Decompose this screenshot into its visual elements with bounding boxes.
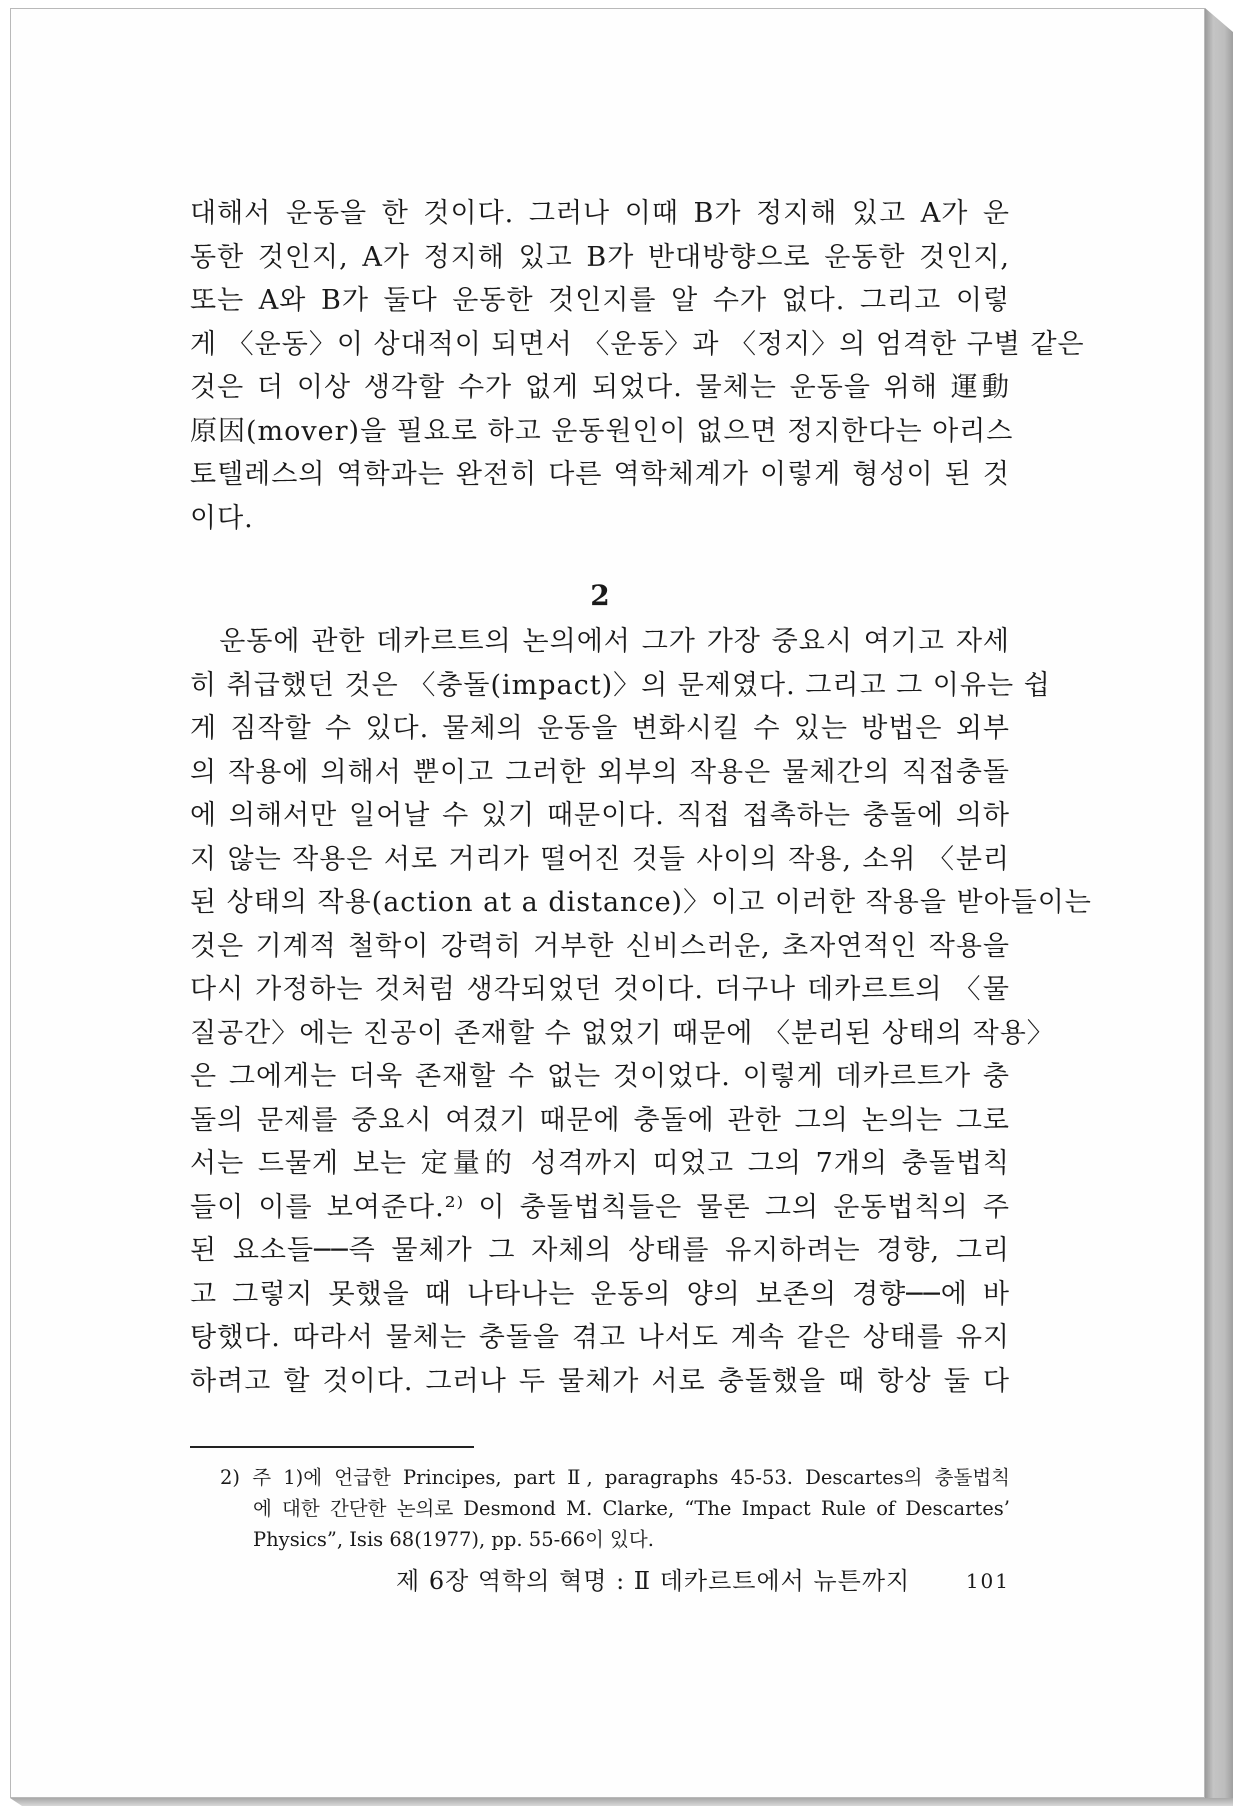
text-line: 것은 기계적 철학이 강력히 거부한 신비스러운, 초자연적인 작용을 [190, 930, 1010, 962]
text-line: 서는 드물게 보는 定量的 성격까지 띠었고 그의 7개의 충돌법칙 [190, 1148, 1010, 1179]
text-line: 히 취급했던 것은 〈충돌(impact)〉의 문제였다. 그리고 그 이유는 쉽 [190, 669, 1051, 701]
section-number: 2 [590, 579, 610, 612]
footnote-line: Physics”, Isis 68(1977), pp. 55-66이 있다. [253, 1528, 654, 1551]
text-line: 原因(mover)을 필요로 하고 운동원인이 없으면 정지한다는 아리스 [190, 415, 1014, 447]
text-line: 또는 A와 B가 둘다 운동한 것인지를 알 수가 없다. 그리고 이렇 [190, 285, 1010, 316]
footnote-rule [190, 1446, 474, 1448]
text-line: 하려고 할 것이다. 그러나 두 물체가 서로 충돌했을 때 항상 둘 다 [190, 1365, 1010, 1397]
text-line: 에 의해서만 일어날 수 있기 때문이다. 직접 접촉하는 충돌에 의하 [190, 800, 1010, 831]
text-line: 게 짐작할 수 있다. 물체의 운동을 변화시킬 수 있는 방법은 외부 [190, 713, 1010, 744]
text-line: 것은 더 이상 생각할 수가 없게 되었다. 물체는 운동을 위해 運動 [190, 372, 1010, 403]
text-line: 은 그에게는 더욱 존재할 수 없는 것이었다. 이렇게 데카르트가 충 [190, 1061, 1010, 1092]
footnote-line: 에 대한 간단한 논의로 Desmond M. Clarke, “The Impact Rule of Descartes’ [253, 1497, 1010, 1520]
top-paragraph [190, 192, 1085, 540]
text-line: 토텔레스의 역학과는 완전히 다른 역학체계가 이렇게 형성이 된 것 [190, 459, 1010, 490]
page-edge-bottom [10, 1798, 1233, 1806]
text-line: 고 그렇지 못했을 때 나타나는 운동의 양의 보존의 경향──에 바 [190, 1278, 1010, 1310]
page-edge-right [1205, 8, 1233, 1798]
text-line: 대해서 운동을 한 것이다. 그러나 이때 B가 정지해 있고 A가 운 [190, 198, 1010, 229]
text-line: 지 않는 작용은 서로 거리가 떨어진 것들 사이의 작용, 소위 〈분리 [190, 843, 1010, 875]
page-number: 101 [965, 1569, 1010, 1593]
text-line: 의 작용에 의해서 뿐이고 그러한 외부의 작용은 물체간의 직접충돌 [190, 756, 1010, 788]
footnote-line: 2) 주 1)에 언급한 Principes, part Ⅱ, paragraphs 45-53. Descartes의 충돌법칙 [220, 1466, 1010, 1489]
text-line: 질공간〉에는 진공이 존재할 수 없었기 때문에 〈분리된 상태의 작용〉 [190, 1017, 1055, 1049]
text-line: 게 〈운동〉이 상대적이 되면서 〈운동〉과 〈정지〉의 엄격한 구별 같은 [190, 328, 1085, 360]
text-line: 이다. [190, 502, 254, 534]
text-line: 다시 가정하는 것처럼 생각되었던 것이다. 더구나 데카르트의 〈물 [190, 974, 1010, 1005]
text-line: 동한 것인지, A가 정지해 있고 B가 반대방향으로 운동한 것인지, [190, 241, 1010, 273]
text-line: 들이 이를 보여준다.²⁾ 이 충돌법칙들은 물론 그의 운동법칙의 주 [190, 1191, 1010, 1223]
chapter-title: 제 6장 역학의 혁명 : Ⅱ 데카르트에서 뉴튼까지 [396, 1567, 911, 1595]
text-line: 돌의 문제를 중요시 여겼기 때문에 충돌에 관한 그의 논의는 그로 [190, 1104, 1010, 1136]
text-line: 탕했다. 따라서 물체는 충돌을 겪고 나서도 계속 같은 상태를 유지 [190, 1322, 1010, 1353]
footnotes [220, 1462, 1010, 1555]
text-line: 된 상태의 작용(action at a distance)〉이고 이러한 작용을 받아들이는 [190, 887, 1092, 918]
page-body [190, 192, 1092, 1403]
text-line: 운동에 관한 데카르트의 논의에서 그가 가장 중요시 여기고 자세 [190, 626, 1010, 657]
running-footer [396, 1564, 1010, 1598]
section-paragraph [190, 620, 1092, 1403]
text-line: 된 요소들──즉 물체가 그 자체의 상태를 유지하려는 경향, 그리 [190, 1235, 1010, 1266]
